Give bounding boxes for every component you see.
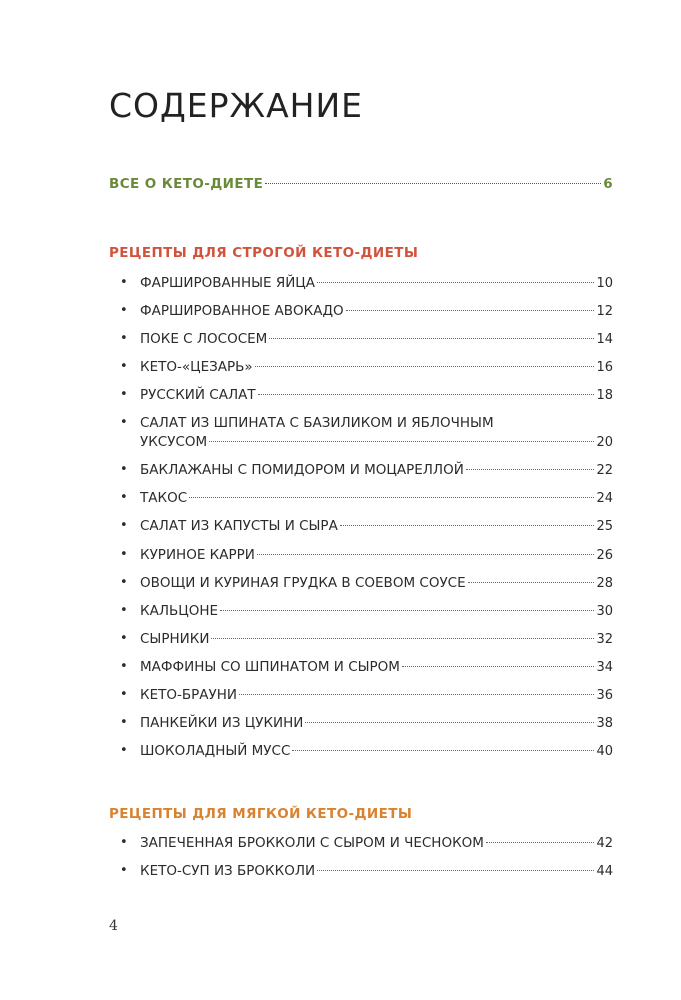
toc-item[interactable] <box>120 275 613 291</box>
bullet: • <box>120 715 128 730</box>
leader-dots <box>239 694 594 695</box>
page-title: СОДЕРЖАНИЕ <box>109 86 364 125</box>
bullet: • <box>120 575 128 590</box>
bullet: • <box>120 387 128 402</box>
toc-item-label: ЗАПЕЧЕННАЯ БРОККОЛИ С СЫРОМ И ЧЕСНОКОМ <box>140 835 484 851</box>
toc-item-page: 10 <box>596 276 613 291</box>
section-heading-strict: РЕЦЕПТЫ ДЛЯ СТРОГОЙ КЕТО-ДИЕТЫ <box>109 245 419 261</box>
toc-item-label: ФАРШИРОВАННОЕ АВОКАДО <box>140 303 344 319</box>
toc-item-label: БАКЛАЖАНЫ С ПОМИДОРОМ И МОЦАРЕЛЛОЙ <box>140 462 464 478</box>
bullet: • <box>120 490 128 505</box>
leader-dots <box>265 183 601 184</box>
toc-item[interactable] <box>120 575 613 591</box>
bullet: • <box>120 743 128 758</box>
bullet: • <box>120 687 128 702</box>
toc-item-page: 26 <box>596 548 613 563</box>
bullet: • <box>120 331 128 346</box>
toc-item-label: ПАНКЕЙКИ ИЗ ЦУКИНИ <box>140 715 304 731</box>
leader-dots <box>466 469 595 470</box>
toc-item-page: 16 <box>596 360 613 375</box>
bullet: • <box>120 547 128 562</box>
toc-item-label: СЫРНИКИ <box>140 631 210 647</box>
toc-item-label: КЕТО-«ЦЕЗАРЬ» <box>140 359 253 375</box>
toc-intro-page: 6 <box>603 176 613 192</box>
toc-item[interactable] <box>120 687 613 703</box>
leader-dots <box>211 638 594 639</box>
bullet: • <box>120 303 128 318</box>
leader-dots <box>317 870 594 871</box>
leader-dots <box>340 525 595 526</box>
leader-dots <box>346 310 595 311</box>
leader-dots <box>317 282 594 283</box>
leader-dots <box>255 366 595 367</box>
leader-dots <box>292 750 594 751</box>
leader-dots <box>402 666 595 667</box>
leader-dots <box>220 610 594 611</box>
page-number: 4 <box>109 918 118 934</box>
toc-item[interactable] <box>120 631 613 647</box>
toc-intro-row[interactable] <box>109 176 613 192</box>
toc-item[interactable] <box>120 743 613 759</box>
toc-item-label: ТАКОС <box>140 490 188 506</box>
bullet: • <box>120 603 128 618</box>
toc-item-page: 32 <box>596 632 613 647</box>
toc-item-label: ПОКЕ С ЛОСОСЕМ <box>140 331 268 347</box>
toc-item-label: САЛАТ ИЗ КАПУСТЫ И СЫРА <box>140 518 338 534</box>
bullet: • <box>120 631 128 646</box>
bullet: • <box>120 863 128 878</box>
toc-item-label: КЕТО-СУП ИЗ БРОККОЛИ <box>140 863 316 879</box>
toc-item[interactable] <box>120 303 613 319</box>
toc-item-page: 24 <box>596 491 613 506</box>
toc-item-page: 22 <box>596 463 613 478</box>
toc-item-label: ШОКОЛАДНЫЙ МУСС <box>140 743 291 759</box>
toc-item-label: КЕТО-БРАУНИ <box>140 687 237 703</box>
toc-item-page: 30 <box>596 604 613 619</box>
toc-item[interactable] <box>120 359 613 375</box>
toc-item-label: ОВОЩИ И КУРИНАЯ ГРУДКА В СОЕВОМ СОУСЕ <box>140 575 466 591</box>
toc-item[interactable] <box>120 518 613 534</box>
toc-item-page: 36 <box>596 688 613 703</box>
toc-item-label: САЛАТ ИЗ ШПИНАТА С БАЗИЛИКОМ И ЯБЛОЧНЫМ <box>140 415 494 431</box>
bullet: • <box>120 835 128 850</box>
toc-item-page: 38 <box>596 716 613 731</box>
leader-dots <box>258 394 595 395</box>
toc-item[interactable] <box>120 415 613 450</box>
leader-dots <box>209 441 594 442</box>
toc-item-page: 12 <box>596 304 613 319</box>
toc-item-label-cont: УКСУСОМ <box>140 434 208 450</box>
toc-item-label: КУРИНОЕ КАРРИ <box>140 547 255 563</box>
toc-item-page: 40 <box>596 744 613 759</box>
toc-item-page: 44 <box>596 864 613 879</box>
toc-item-label: РУССКИЙ САЛАТ <box>140 387 256 403</box>
toc-item-page: 28 <box>596 576 613 591</box>
toc-item-page: 14 <box>596 332 613 347</box>
bullet: • <box>120 275 128 290</box>
leader-dots <box>269 338 594 339</box>
toc-item[interactable] <box>120 331 613 347</box>
toc-item[interactable] <box>120 603 613 619</box>
toc-item-page: 25 <box>596 519 613 534</box>
toc-item-page: 20 <box>596 435 613 450</box>
leader-dots <box>305 722 594 723</box>
toc-item[interactable] <box>120 387 613 403</box>
toc-item[interactable] <box>120 490 613 506</box>
toc-item[interactable] <box>120 462 613 478</box>
toc-item[interactable] <box>120 835 613 851</box>
leader-dots <box>468 582 595 583</box>
toc-item[interactable] <box>120 547 613 563</box>
toc-item-page: 42 <box>596 836 613 851</box>
toc-item-page: 34 <box>596 660 613 675</box>
bullet: • <box>120 518 128 533</box>
toc-item-label: ФАРШИРОВАННЫЕ ЯЙЦА <box>140 275 316 291</box>
bullet: • <box>120 462 128 477</box>
leader-dots <box>486 842 595 843</box>
section-heading-soft: РЕЦЕПТЫ ДЛЯ МЯГКОЙ КЕТО-ДИЕТЫ <box>109 806 413 822</box>
toc-item-page: 18 <box>596 388 613 403</box>
toc-item[interactable] <box>120 715 613 731</box>
toc-intro-label: ВСЕ О КЕТО-ДИЕТЕ <box>109 176 264 192</box>
bullet: • <box>120 359 128 374</box>
toc-item[interactable] <box>120 863 613 879</box>
leader-dots <box>189 497 594 498</box>
toc-item[interactable] <box>120 659 613 675</box>
bullet: • <box>120 415 128 430</box>
toc-item-label: МАФФИНЫ СО ШПИНАТОМ И СЫРОМ <box>140 659 400 675</box>
toc-item-label: КАЛЬЦОНЕ <box>140 603 219 619</box>
leader-dots <box>257 554 595 555</box>
bullet: • <box>120 659 128 674</box>
